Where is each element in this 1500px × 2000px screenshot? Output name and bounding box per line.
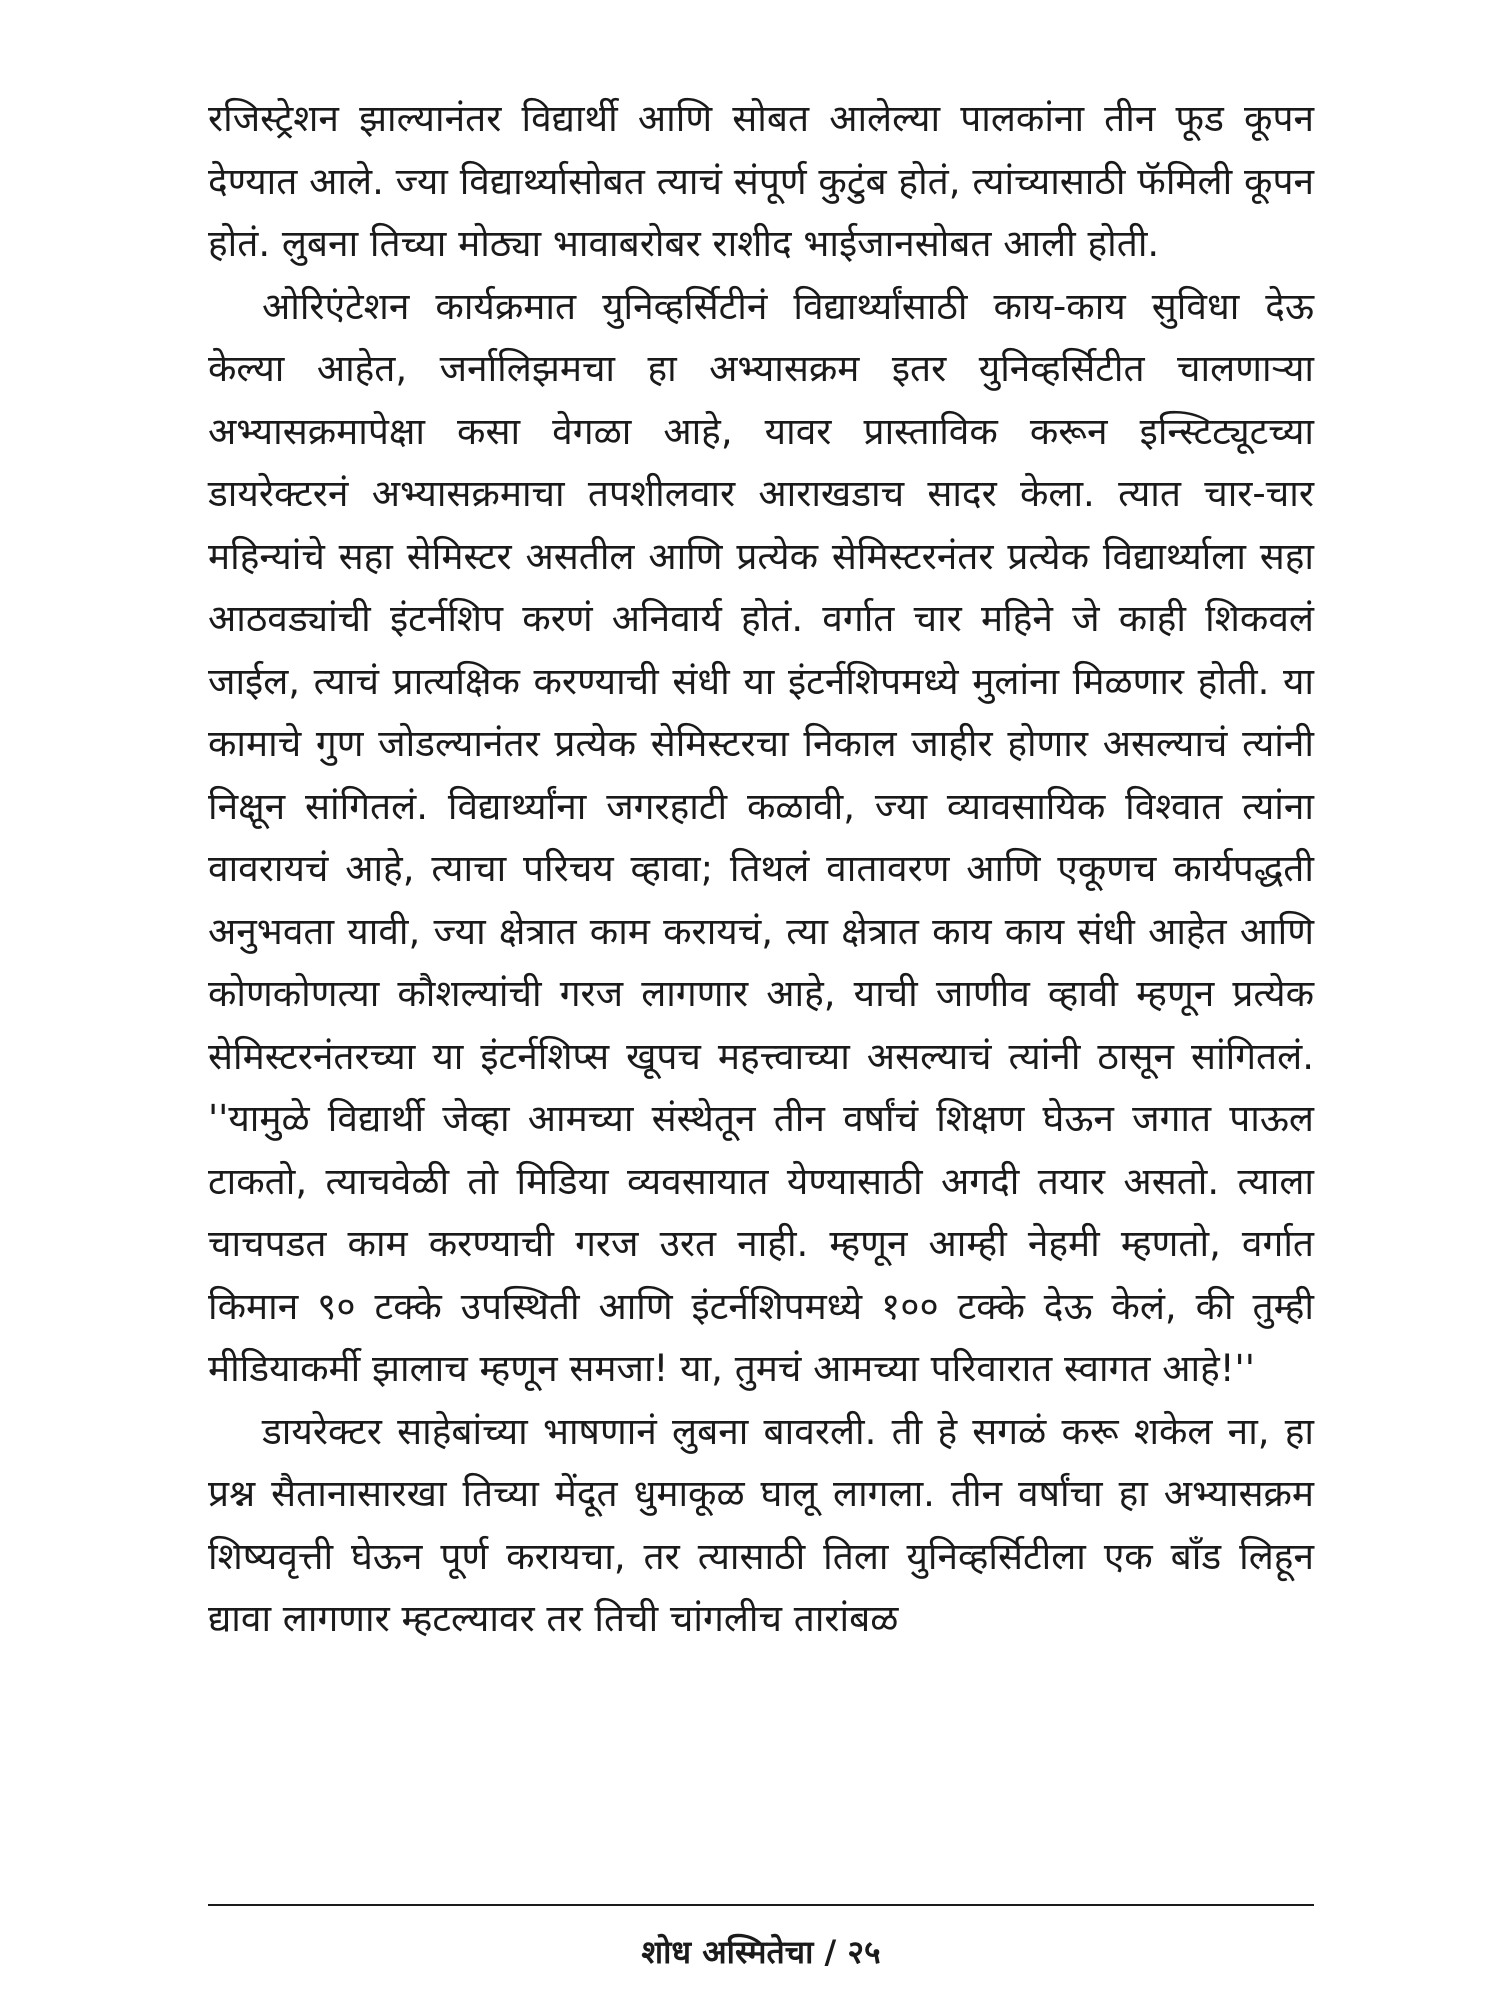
paragraph-2: ओरिएंटेशन कार्यक्रमात युनिव्हर्सिटीनं विद्यार्थ्यांसाठी काय-काय सुविधा देऊ केल्या आहेत, जर्नालिझमचा हा अभ्यासक्रम इतर युनिव्हर्सिटीत चालणाऱ्या अभ्यासक्रमापेक्षा कसा वेगळा आहे, यावर प्रास्ताविक करून इन्स्टिट्यूटच्या डायरेक्टरनं अभ्यासक्रमाचा तपशीलवार आराखडाच सादर केला. त्यात चार-चार महिन्यांचे सहा सेमिस्टर असतील आणि प्रत्येक सेमिस्टरनंतर प्रत्येक विद्यार्थ्याला सहा आठवड्यांची इंटर्नशिप करणं अनिवार्य होतं. वर्गात चार महिने जे काही शिकवलं जाईल, त्याचं प्रात्यक्षिक करण्याची संधी या इंटर्नशिपमध्ये मुलांना मिळणार होती. या कामाचे गुण जोडल्यानंतर प्रत्येक सेमिस्टरचा निकाल जाहीर होणार असल्याचं त्यांनी निक्षून सांगितलं. विद्यार्थ्यांना जगरहाटी कळावी, ज्या व्यावसायिक विश्वात त्यांना वावरायचं आहे, त्याचा परिचय व्हावा; तिथलं वातावरण आणि एकूणच कार्यपद्धती अनुभवता यावी, ज्या क्षेत्रात काम करायचं, त्या क्षेत्रात काय काय संधी आहेत आणि कोणकोणत्या कौशल्यांची गरज लागणार आहे, याची जाणीव व्हावी म्हणून प्रत्येक सेमिस्टरनंतरच्या या इंटर्नशिप्स खूपच महत्त्वाच्या असल्याचं त्यांनी ठासून सांगितलं. ''यामुळे विद्यार्थी जेव्हा आमच्या संस्थेतून तीन वर्षांचं शिक्षण घेऊन जगात पाऊल टाकतो, त्याचवेळी तो मिडिया व्यवसायात येण्यासाठी अगदी तयार असतो. त्याला चाचपडत काम करण्याची गरज उरत नाही. म्हणून आम्ही नेहमी म्हणतो, वर्गात किमान ९० टक्के उपस्थिती आणि इंटर्नशिपमध्ये १०० टक्के देऊ केलं, की तुम्ही मीडियाकर्मी झालाच म्हणून समजा! या, तुमचं आमच्या परिवारात स्वागत आहे!'' [208, 284, 1314, 1390]
body-text [208, 88, 1314, 1651]
paragraph-1: रजिस्ट्रेशन झाल्यानंतर विद्यार्थी आणि सोबत आलेल्या पालकांना तीन फूड कूपन देण्यात आले. ज्या विद्यार्थ्यासोबत त्याचं संपूर्ण कुटुंब होतं, त्यांच्यासाठी फॅमिली कूपन होतं. लुबना तिच्या मोठ्या भावाबरोबर राशीद भाईजानसोबत आली होती. [208, 97, 1314, 265]
paragraph-3: डायरेक्टर साहेबांच्या भाषणानं लुबना बावरली. ती हे सगळं करू शकेल ना, हा प्रश्न सैतानासारखा तिच्या मेंदूत धुमाकूळ घालू लागला. तीन वर्षांचा हा अभ्यासक्रम शिष्यवृत्ती घेऊन पूर्ण करायचा, तर त्यासाठी तिला युनिव्हर्सिटीला एक बाँड लिहून द्यावा लागणार म्हटल्यावर तर तिची चांगलीच तारांबळ [208, 1409, 1314, 1640]
footer-divider [208, 1904, 1314, 1906]
book-page [208, 88, 1314, 1971]
page-footer: शोध अस्मितेचा / २५ [641, 1933, 881, 1971]
